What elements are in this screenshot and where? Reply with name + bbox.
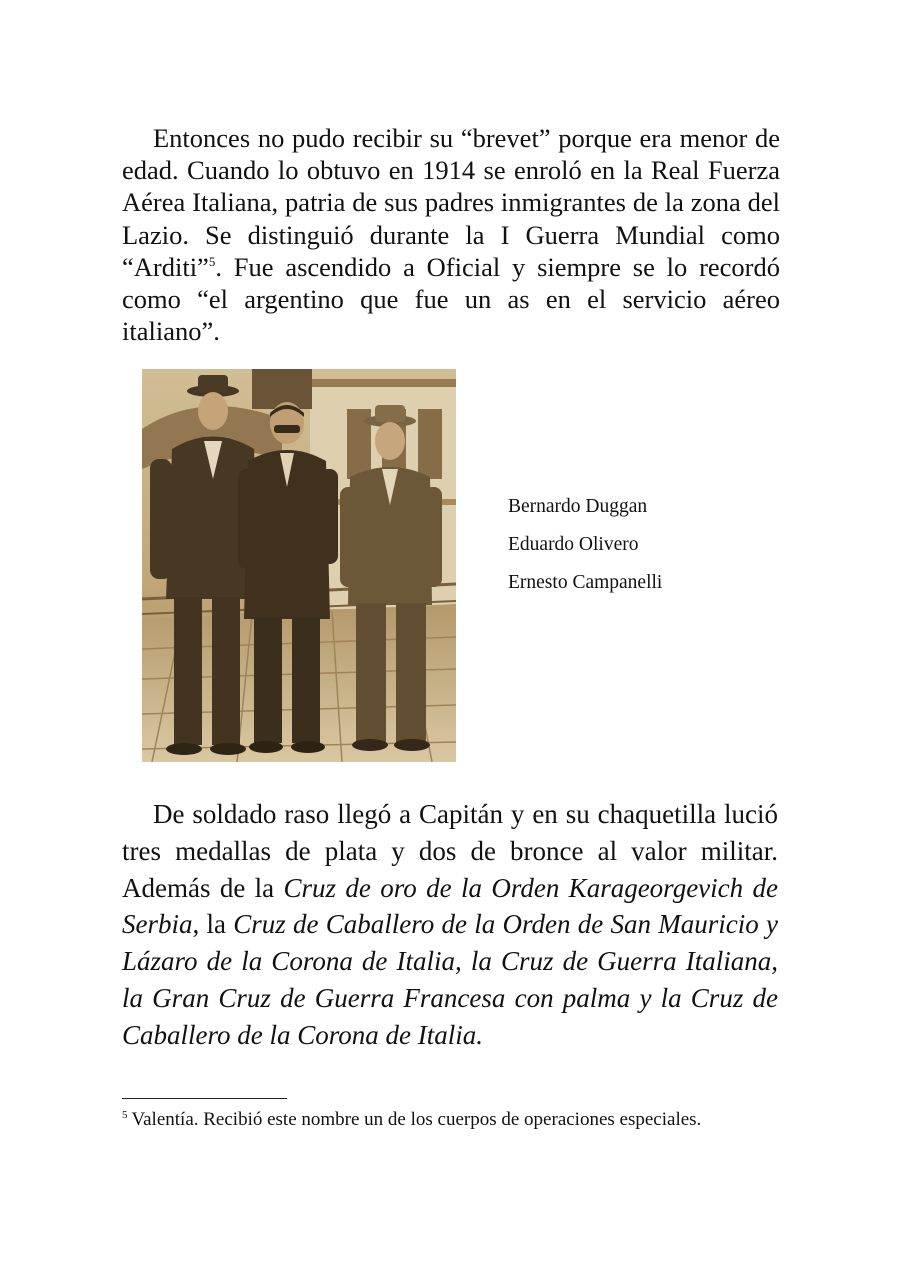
caption-name: Bernardo Duggan	[508, 496, 648, 517]
paragraph-1-text-b: . Fue ascendido a Oficial y siempre se lo recordó como “el argentino que fue un as en el servicio aéreo italiano”.	[122, 251, 780, 347]
footnote-reference: 5	[208, 253, 216, 269]
paragraph-2-italic-segment: Cruz de Caballero de la Orden de San Mauricio y Lázaro de la Corona de Italia, la Cruz de Guerra Italiana, la Gran Cruz de Guerra Francesa con palma y la Cruz de Caballero de la Corona de Italia.	[122, 909, 778, 1050]
caption-name: Eduardo Olivero	[508, 534, 639, 555]
caption-name: Ernesto Campanelli	[508, 572, 663, 593]
paragraph-1	[122, 122, 780, 347]
footnote-number: 5	[122, 1109, 128, 1121]
paragraph-2-italic-segment: Cruz de oro de la Orden Karageorgevich de Serbia	[122, 872, 778, 940]
paragraph-1-text-a: Entonces no pudo recibir su “brevet” porque era menor de edad. Cuando lo obtuvo en 1914 se enroló en la Real Fuerza Aérea Italiana, patria de sus padres inmigrantes de la zona del Lazio. Se distinguió durante la I Guerra Mundial como “Arditi”	[122, 123, 780, 282]
footnote	[122, 1107, 779, 1133]
photo-captions	[508, 488, 768, 602]
paragraph-2-segment: De soldado raso llegó a Capitán y en su chaquetilla lució tres medallas de plata y dos de bronce al valor militar. Además de la	[122, 799, 778, 903]
footnote-text: Valentía. Recibió este nombre un de los cuerpos de operaciones especiales.	[131, 1109, 702, 1130]
paragraph-2	[122, 796, 778, 1054]
paragraph-2-segment: , la	[192, 909, 234, 940]
group-photo	[142, 369, 456, 762]
footnote-divider	[122, 1098, 287, 1099]
